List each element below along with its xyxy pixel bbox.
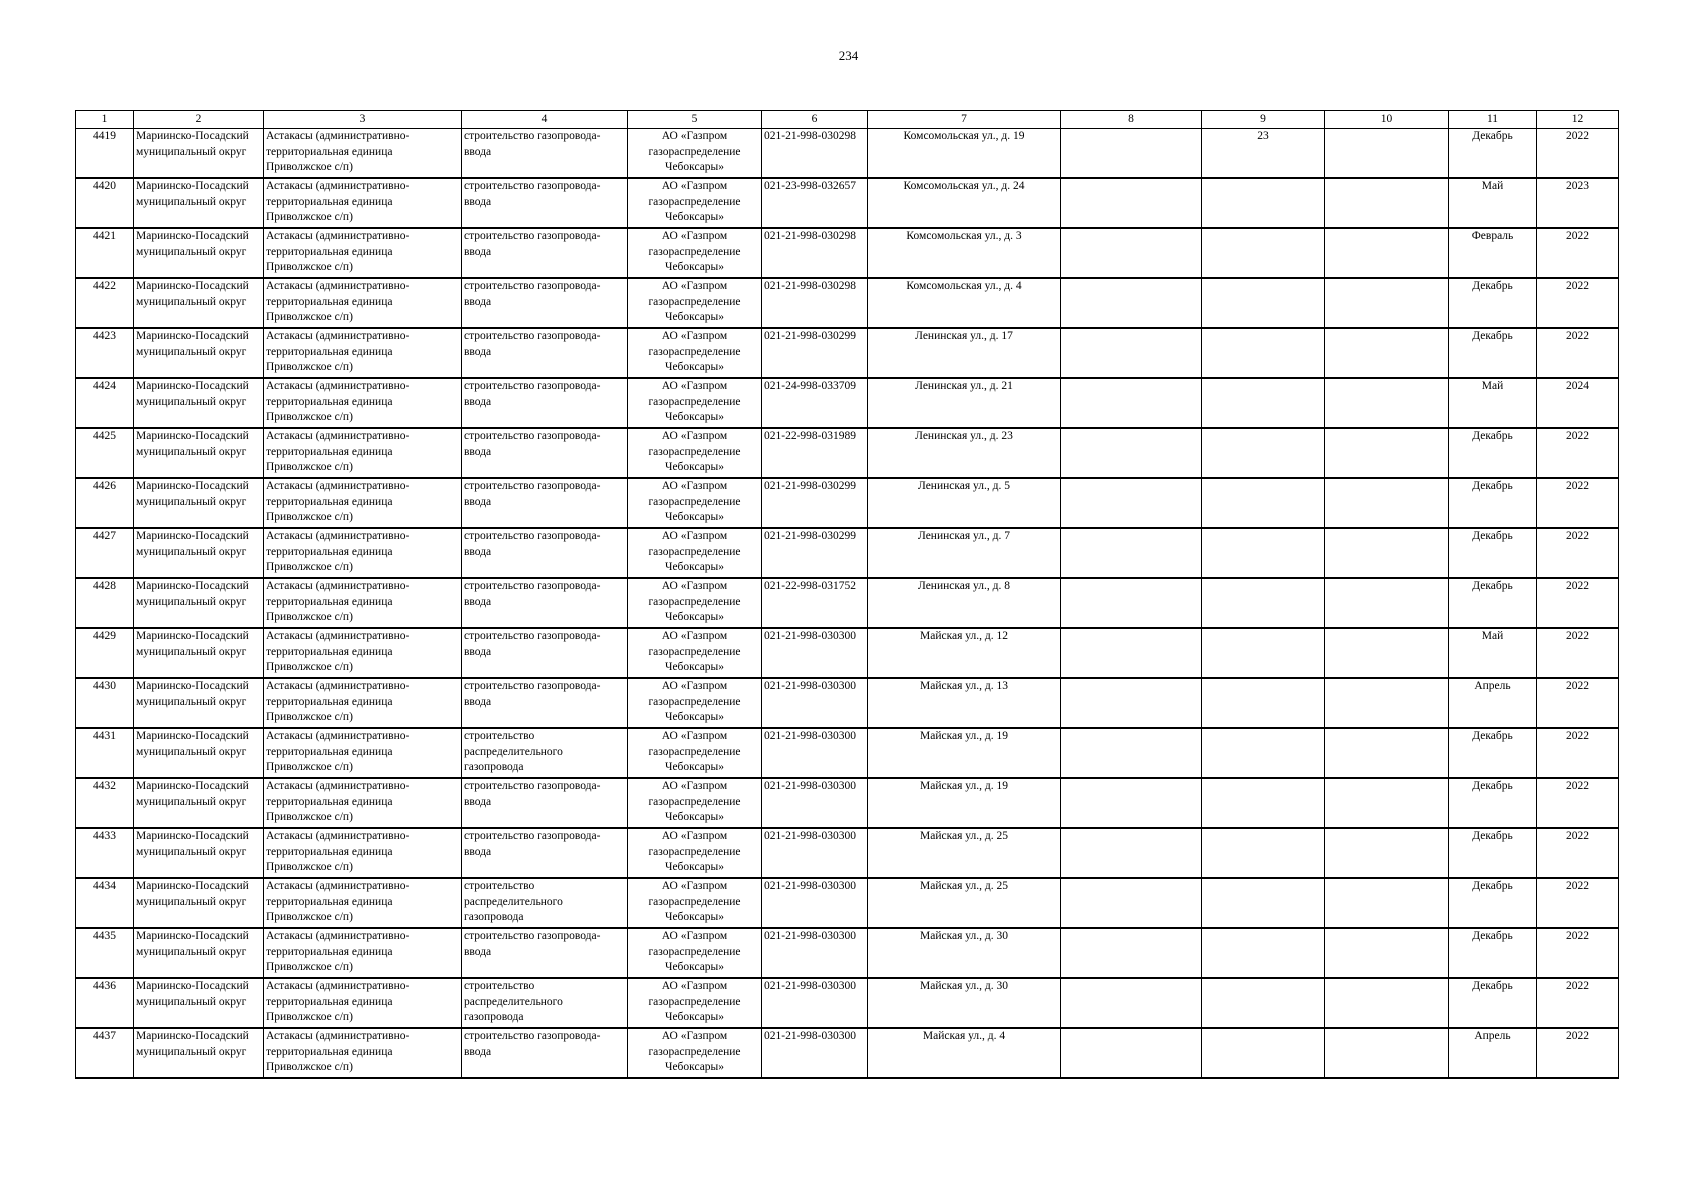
column-9-cell — [1202, 578, 1325, 628]
address-cell: Ленинская ул., д. 7 — [868, 528, 1061, 578]
month-cell: Декабрь — [1449, 278, 1537, 328]
locality-cell: Астакасы (административно-территориальная единица Приволжское с/п) — [264, 278, 462, 328]
row-number: 4432 — [76, 778, 134, 828]
year-cell: 2022 — [1537, 878, 1619, 928]
address-cell: Майская ул., д. 13 — [868, 678, 1061, 728]
object-code-cell: 021-21-998-030300 — [762, 928, 868, 978]
row-number: 4429 — [76, 628, 134, 678]
address-cell: Ленинская ул., д. 23 — [868, 428, 1061, 478]
row-number: 4427 — [76, 528, 134, 578]
row-number: 4431 — [76, 728, 134, 778]
column-10-cell — [1325, 578, 1449, 628]
locality-cell: Астакасы (административно-территориальная единица Приволжское с/п) — [264, 778, 462, 828]
address-cell: Комсомольская ул., д. 4 — [868, 278, 1061, 328]
organization-cell: АО «Газпром газораспределение Чебоксары» — [628, 328, 762, 378]
row-number: 4421 — [76, 228, 134, 278]
object-code-cell: 021-21-998-030298 — [762, 129, 868, 179]
data-table — [75, 110, 1619, 1079]
row-number: 4420 — [76, 178, 134, 228]
organization-cell: АО «Газпром газораспределение Чебоксары» — [628, 228, 762, 278]
column-10-cell — [1325, 928, 1449, 978]
object-code-cell: 021-22-998-031752 — [762, 578, 868, 628]
locality-cell: Астакасы (административно-территориальная единица Приволжское с/п) — [264, 428, 462, 478]
address-cell: Майская ул., д. 30 — [868, 978, 1061, 1028]
district-cell: Мариинско-Посадский муниципальный округ — [134, 528, 264, 578]
column-8-cell — [1061, 428, 1202, 478]
month-cell: Декабрь — [1449, 528, 1537, 578]
district-cell: Мариинско-Посадский муниципальный округ — [134, 678, 264, 728]
address-cell: Майская ул., д. 4 — [868, 1028, 1061, 1078]
work-type-cell: строительство газопровода-ввода — [462, 528, 628, 578]
year-cell: 2022 — [1537, 328, 1619, 378]
locality-cell: Астакасы (административно-территориальная единица Приволжское с/п) — [264, 1028, 462, 1078]
address-cell: Ленинская ул., д. 5 — [868, 478, 1061, 528]
work-type-cell: строительство газопровода-ввода — [462, 478, 628, 528]
column-header-4: 4 — [462, 111, 628, 129]
table-row — [76, 628, 1619, 678]
year-cell: 2022 — [1537, 678, 1619, 728]
row-number: 4435 — [76, 928, 134, 978]
column-10-cell — [1325, 278, 1449, 328]
column-9-cell — [1202, 778, 1325, 828]
object-code-cell: 021-21-998-030299 — [762, 528, 868, 578]
column-9-cell — [1202, 428, 1325, 478]
address-cell: Комсомольская ул., д. 19 — [868, 129, 1061, 179]
table-row — [76, 228, 1619, 278]
column-header-9: 9 — [1202, 111, 1325, 129]
locality-cell: Астакасы (административно-территориальная единица Приволжское с/п) — [264, 678, 462, 728]
district-cell: Мариинско-Посадский муниципальный округ — [134, 129, 264, 179]
month-cell: Февраль — [1449, 228, 1537, 278]
year-cell: 2022 — [1537, 928, 1619, 978]
column-10-cell — [1325, 628, 1449, 678]
address-cell: Майская ул., д. 30 — [868, 928, 1061, 978]
district-cell: Мариинско-Посадский муниципальный округ — [134, 628, 264, 678]
row-number: 4423 — [76, 328, 134, 378]
column-8-cell — [1061, 178, 1202, 228]
organization-cell: АО «Газпром газораспределение Чебоксары» — [628, 778, 762, 828]
column-10-cell — [1325, 378, 1449, 428]
column-header-6: 6 — [762, 111, 868, 129]
district-cell: Мариинско-Посадский муниципальный округ — [134, 378, 264, 428]
column-9-cell — [1202, 678, 1325, 728]
column-10-cell — [1325, 478, 1449, 528]
locality-cell: Астакасы (административно-территориальная единица Приволжское с/п) — [264, 578, 462, 628]
column-10-cell — [1325, 228, 1449, 278]
work-type-cell: строительство газопровода-ввода — [462, 278, 628, 328]
locality-cell: Астакасы (административно-территориальная единица Приволжское с/п) — [264, 328, 462, 378]
address-cell: Комсомольская ул., д. 3 — [868, 228, 1061, 278]
row-number: 4436 — [76, 978, 134, 1028]
table-body — [76, 129, 1619, 1079]
column-8-cell — [1061, 778, 1202, 828]
column-header-12: 12 — [1537, 111, 1619, 129]
table-row — [76, 1028, 1619, 1078]
organization-cell: АО «Газпром газораспределение Чебоксары» — [628, 978, 762, 1028]
column-8-cell — [1061, 1028, 1202, 1078]
object-code-cell: 021-21-998-030300 — [762, 628, 868, 678]
row-number: 4419 — [76, 129, 134, 179]
month-cell: Апрель — [1449, 678, 1537, 728]
address-cell: Ленинская ул., д. 8 — [868, 578, 1061, 628]
object-code-cell: 021-21-998-030300 — [762, 828, 868, 878]
district-cell: Мариинско-Посадский муниципальный округ — [134, 778, 264, 828]
column-9-cell — [1202, 828, 1325, 878]
column-header-1: 1 — [76, 111, 134, 129]
locality-cell: Астакасы (административно-территориальная единица Приволжское с/п) — [264, 528, 462, 578]
district-cell: Мариинско-Посадский муниципальный округ — [134, 978, 264, 1028]
month-cell: Декабрь — [1449, 328, 1537, 378]
column-8-cell — [1061, 578, 1202, 628]
work-type-cell: строительство газопровода-ввода — [462, 129, 628, 179]
object-code-cell: 021-22-998-031989 — [762, 428, 868, 478]
column-8-cell — [1061, 278, 1202, 328]
object-code-cell: 021-21-998-030300 — [762, 728, 868, 778]
table-header-row — [76, 111, 1619, 129]
district-cell: Мариинско-Посадский муниципальный округ — [134, 1028, 264, 1078]
year-cell: 2022 — [1537, 129, 1619, 179]
work-type-cell: строительство газопровода-ввода — [462, 678, 628, 728]
column-8-cell — [1061, 678, 1202, 728]
work-type-cell: строительство газопровода-ввода — [462, 378, 628, 428]
table-row — [76, 828, 1619, 878]
address-cell: Майская ул., д. 12 — [868, 628, 1061, 678]
row-number: 4433 — [76, 828, 134, 878]
object-code-cell: 021-21-998-030298 — [762, 278, 868, 328]
locality-cell: Астакасы (административно-территориальная единица Приволжское с/п) — [264, 478, 462, 528]
object-code-cell: 021-21-998-030300 — [762, 678, 868, 728]
organization-cell: АО «Газпром газораспределение Чебоксары» — [628, 878, 762, 928]
year-cell: 2022 — [1537, 728, 1619, 778]
object-code-cell: 021-24-998-033709 — [762, 378, 868, 428]
locality-cell: Астакасы (административно-территориальная единица Приволжское с/п) — [264, 628, 462, 678]
organization-cell: АО «Газпром газораспределение Чебоксары» — [628, 278, 762, 328]
year-cell: 2022 — [1537, 828, 1619, 878]
year-cell: 2022 — [1537, 278, 1619, 328]
year-cell: 2022 — [1537, 778, 1619, 828]
locality-cell: Астакасы (административно-территориальная единица Приволжское с/п) — [264, 728, 462, 778]
column-9-cell: 23 — [1202, 129, 1325, 179]
month-cell: Декабрь — [1449, 978, 1537, 1028]
month-cell: Декабрь — [1449, 728, 1537, 778]
month-cell: Декабрь — [1449, 578, 1537, 628]
locality-cell: Астакасы (административно-территориальная единица Приволжское с/п) — [264, 129, 462, 179]
row-number: 4434 — [76, 878, 134, 928]
object-code-cell: 021-21-998-030300 — [762, 978, 868, 1028]
column-9-cell — [1202, 178, 1325, 228]
district-cell: Мариинско-Посадский муниципальный округ — [134, 878, 264, 928]
month-cell: Май — [1449, 628, 1537, 678]
work-type-cell: строительство газопровода-ввода — [462, 328, 628, 378]
year-cell: 2022 — [1537, 1028, 1619, 1078]
column-8-cell — [1061, 628, 1202, 678]
organization-cell: АО «Газпром газораспределение Чебоксары» — [628, 678, 762, 728]
table-row — [76, 878, 1619, 928]
object-code-cell: 021-21-998-030300 — [762, 878, 868, 928]
month-cell: Декабрь — [1449, 478, 1537, 528]
column-8-cell — [1061, 828, 1202, 878]
organization-cell: АО «Газпром газораспределение Чебоксары» — [628, 478, 762, 528]
row-number: 4426 — [76, 478, 134, 528]
work-type-cell: строительство газопровода-ввода — [462, 928, 628, 978]
district-cell: Мариинско-Посадский муниципальный округ — [134, 278, 264, 328]
column-8-cell — [1061, 528, 1202, 578]
work-type-cell: строительство газопровода-ввода — [462, 428, 628, 478]
column-10-cell — [1325, 528, 1449, 578]
table-row — [76, 328, 1619, 378]
column-8-cell — [1061, 878, 1202, 928]
object-code-cell: 021-21-998-030299 — [762, 478, 868, 528]
column-9-cell — [1202, 328, 1325, 378]
organization-cell: АО «Газпром газораспределение Чебоксары» — [628, 928, 762, 978]
district-cell: Мариинско-Посадский муниципальный округ — [134, 178, 264, 228]
column-10-cell — [1325, 778, 1449, 828]
table-row — [76, 478, 1619, 528]
address-cell: Ленинская ул., д. 21 — [868, 378, 1061, 428]
month-cell: Май — [1449, 378, 1537, 428]
work-type-cell: строительство газопровода-ввода — [462, 1028, 628, 1078]
month-cell: Декабрь — [1449, 878, 1537, 928]
table-row — [76, 428, 1619, 478]
address-cell: Ленинская ул., д. 17 — [868, 328, 1061, 378]
work-type-cell: строительство газопровода-ввода — [462, 178, 628, 228]
work-type-cell: строительство газопровода-ввода — [462, 828, 628, 878]
district-cell: Мариинско-Посадский муниципальный округ — [134, 228, 264, 278]
district-cell: Мариинско-Посадский муниципальный округ — [134, 828, 264, 878]
object-code-cell: 021-21-998-030300 — [762, 1028, 868, 1078]
column-8-cell — [1061, 378, 1202, 428]
object-code-cell: 021-21-998-030300 — [762, 778, 868, 828]
row-number: 4437 — [76, 1028, 134, 1078]
year-cell: 2024 — [1537, 378, 1619, 428]
column-10-cell — [1325, 1028, 1449, 1078]
district-cell: Мариинско-Посадский муниципальный округ — [134, 578, 264, 628]
column-9-cell — [1202, 378, 1325, 428]
column-9-cell — [1202, 978, 1325, 1028]
work-type-cell: строительство распределительного газопровода — [462, 978, 628, 1028]
organization-cell: АО «Газпром газораспределение Чебоксары» — [628, 628, 762, 678]
locality-cell: Астакасы (административно-территориальная единица Приволжское с/п) — [264, 978, 462, 1028]
district-cell: Мариинско-Посадский муниципальный округ — [134, 328, 264, 378]
year-cell: 2023 — [1537, 178, 1619, 228]
locality-cell: Астакасы (административно-территориальная единица Приволжское с/п) — [264, 928, 462, 978]
locality-cell: Астакасы (административно-территориальная единица Приволжское с/п) — [264, 228, 462, 278]
address-cell: Комсомольская ул., д. 24 — [868, 178, 1061, 228]
organization-cell: АО «Газпром газораспределение Чебоксары» — [628, 428, 762, 478]
column-header-5: 5 — [628, 111, 762, 129]
locality-cell: Астакасы (административно-территориальная единица Приволжское с/п) — [264, 178, 462, 228]
page-number: 234 — [838, 48, 859, 63]
table-row — [76, 928, 1619, 978]
year-cell: 2022 — [1537, 578, 1619, 628]
table-row — [76, 978, 1619, 1028]
column-header-3: 3 — [264, 111, 462, 129]
organization-cell: АО «Газпром газораспределение Чебоксары» — [628, 528, 762, 578]
address-cell: Майская ул., д. 25 — [868, 878, 1061, 928]
column-10-cell — [1325, 878, 1449, 928]
month-cell: Декабрь — [1449, 928, 1537, 978]
column-header-10: 10 — [1325, 111, 1449, 129]
table-row — [76, 178, 1619, 228]
column-10-cell — [1325, 129, 1449, 179]
object-code-cell: 021-21-998-030298 — [762, 228, 868, 278]
column-header-2: 2 — [134, 111, 264, 129]
column-8-cell — [1061, 228, 1202, 278]
table-row — [76, 678, 1619, 728]
column-10-cell — [1325, 178, 1449, 228]
month-cell: Декабрь — [1449, 428, 1537, 478]
year-cell: 2022 — [1537, 528, 1619, 578]
column-9-cell — [1202, 928, 1325, 978]
column-8-cell — [1061, 928, 1202, 978]
column-8-cell — [1061, 129, 1202, 179]
column-header-8: 8 — [1061, 111, 1202, 129]
work-type-cell: строительство распределительного газопровода — [462, 728, 628, 778]
table-row — [76, 578, 1619, 628]
column-10-cell — [1325, 428, 1449, 478]
table-row — [76, 278, 1619, 328]
organization-cell: АО «Газпром газораспределение Чебоксары» — [628, 578, 762, 628]
column-8-cell — [1061, 978, 1202, 1028]
organization-cell: АО «Газпром газораспределение Чебоксары» — [628, 129, 762, 179]
address-cell: Майская ул., д. 19 — [868, 728, 1061, 778]
row-number: 4428 — [76, 578, 134, 628]
column-9-cell — [1202, 528, 1325, 578]
object-code-cell: 021-21-998-030299 — [762, 328, 868, 378]
row-number: 4425 — [76, 428, 134, 478]
column-9-cell — [1202, 278, 1325, 328]
work-type-cell: строительство газопровода-ввода — [462, 578, 628, 628]
table-row — [76, 778, 1619, 828]
row-number: 4430 — [76, 678, 134, 728]
column-9-cell — [1202, 878, 1325, 928]
work-type-cell: строительство газопровода-ввода — [462, 228, 628, 278]
column-10-cell — [1325, 678, 1449, 728]
object-code-cell: 021-23-998-032657 — [762, 178, 868, 228]
month-cell: Декабрь — [1449, 129, 1537, 179]
table-row — [76, 378, 1619, 428]
column-header-7: 7 — [868, 111, 1061, 129]
work-type-cell: строительство газопровода-ввода — [462, 778, 628, 828]
column-8-cell — [1061, 728, 1202, 778]
district-cell: Мариинско-Посадский муниципальный округ — [134, 728, 264, 778]
column-9-cell — [1202, 228, 1325, 278]
locality-cell: Астакасы (административно-территориальная единица Приволжское с/п) — [264, 828, 462, 878]
column-10-cell — [1325, 978, 1449, 1028]
organization-cell: АО «Газпром газораспределение Чебоксары» — [628, 178, 762, 228]
district-cell: Мариинско-Посадский муниципальный округ — [134, 928, 264, 978]
month-cell: Май — [1449, 178, 1537, 228]
column-8-cell — [1061, 328, 1202, 378]
table-row — [76, 528, 1619, 578]
column-9-cell — [1202, 1028, 1325, 1078]
organization-cell: АО «Газпром газораспределение Чебоксары» — [628, 828, 762, 878]
organization-cell: АО «Газпром газораспределение Чебоксары» — [628, 1028, 762, 1078]
address-cell: Майская ул., д. 19 — [868, 778, 1061, 828]
district-cell: Мариинско-Посадский муниципальный округ — [134, 428, 264, 478]
year-cell: 2022 — [1537, 228, 1619, 278]
table-row — [76, 129, 1619, 179]
locality-cell: Астакасы (административно-территориальная единица Приволжское с/п) — [264, 878, 462, 928]
year-cell: 2022 — [1537, 978, 1619, 1028]
month-cell: Декабрь — [1449, 778, 1537, 828]
district-cell: Мариинско-Посадский муниципальный округ — [134, 478, 264, 528]
column-9-cell — [1202, 728, 1325, 778]
organization-cell: АО «Газпром газораспределение Чебоксары» — [628, 378, 762, 428]
year-cell: 2022 — [1537, 478, 1619, 528]
column-header-11: 11 — [1449, 111, 1537, 129]
row-number: 4424 — [76, 378, 134, 428]
locality-cell: Астакасы (административно-территориальная единица Приволжское с/п) — [264, 378, 462, 428]
column-9-cell — [1202, 478, 1325, 528]
month-cell: Апрель — [1449, 1028, 1537, 1078]
column-8-cell — [1061, 478, 1202, 528]
address-cell: Майская ул., д. 25 — [868, 828, 1061, 878]
organization-cell: АО «Газпром газораспределение Чебоксары» — [628, 728, 762, 778]
year-cell: 2022 — [1537, 428, 1619, 478]
month-cell: Декабрь — [1449, 828, 1537, 878]
year-cell: 2022 — [1537, 628, 1619, 678]
row-number: 4422 — [76, 278, 134, 328]
column-9-cell — [1202, 628, 1325, 678]
column-10-cell — [1325, 328, 1449, 378]
work-type-cell: строительство газопровода-ввода — [462, 628, 628, 678]
column-10-cell — [1325, 828, 1449, 878]
table-row — [76, 728, 1619, 778]
column-10-cell — [1325, 728, 1449, 778]
work-type-cell: строительство распределительного газопровода — [462, 878, 628, 928]
